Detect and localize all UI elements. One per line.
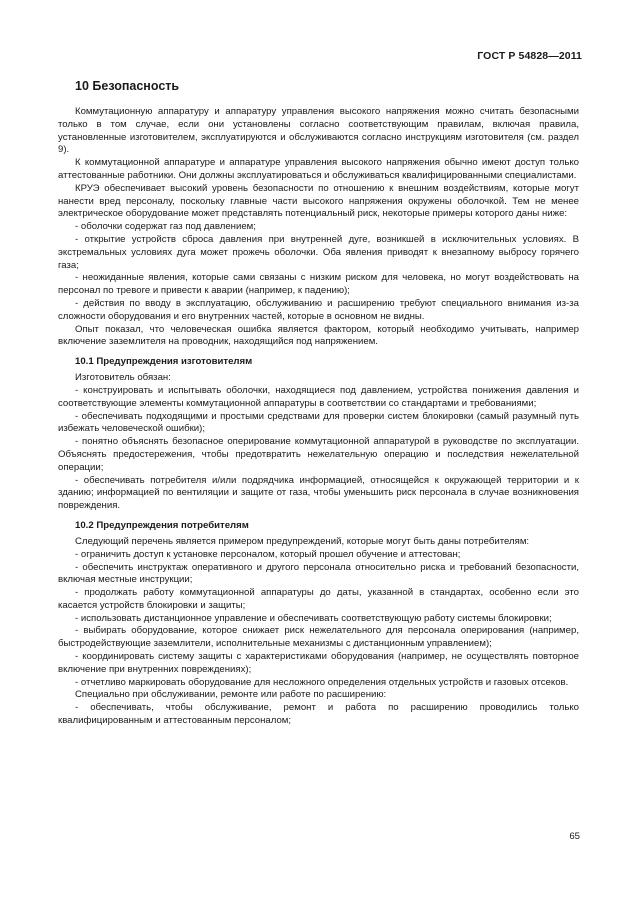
list-item: - продолжать работу коммутационной аппаратуры до даты, указанной в стандартах, особенно если это касается устройств блокировки и защиты;	[58, 587, 579, 611]
list-item: - открытие устройств сброса давления при внутренней дуге, возникшей в исключительных условиях. В экстремальных условиях дуга может прожечь оболочки. Оба явления приводят к внезапному выбросу горячего газа;	[58, 233, 579, 271]
paragraph: КРУЭ обеспечивает высокий уровень безопасности по отношению к внешним воздействиям, которые могут нанести вред персоналу, поскольку главные части высокого напряжения окружены оболочкой. Тем не менее электрическое оборудование может представлять потенциальный риск, некоторые примеры которого даны ниже:	[58, 182, 579, 220]
list-item: - выбирать оборудование, которое снижает риск нежелательного для персонала оперирования (например, быстродействующие заземлители, исполнительные механизмы с дистанционным управлением);	[58, 625, 579, 650]
subsection-title: 10.2 Предупреждения потребителям	[75, 519, 249, 531]
list-item: - отчетливо маркировать оборудование для несложного определения отдельных устройств и газовых отсеков.	[75, 676, 569, 688]
paragraph: К коммутационной аппаратуре и аппаратуре управления высокого напряжения обычно имеют доступ только аттестованные работники. Они должны эксплуатироваться и обслуживаться квалифицированными специалистами.	[58, 157, 579, 181]
paragraph: Изготовитель обязан:	[75, 372, 171, 384]
list-item: - конструировать и испытывать оболочки, находящиеся под давлением, устройства понижения давления и соответствующие элементы коммутационной аппаратуры в соответствии со стандартами и требованиями;	[58, 384, 579, 409]
page-number: 65	[569, 831, 580, 842]
list-item: - обеспечивать подходящими и простыми средствами для проверки систем блокировки (самый разумный путь избежать человеческой ошибки);	[58, 410, 579, 435]
list-item: - обеспечивать потребителя и/или подрядчика информацией, относящейся к окружающей территории и к зданию; информацией по вентиляции и защите от газа, чтобы уменьшить риск персонала в случае возникновения повреждения.	[58, 474, 579, 512]
list-item: - действия по вводу в эксплуатацию, обслуживанию и расширению требуют специального внимания из-за сложности оборудования и его внутренних частей, которые в основном не видны.	[58, 297, 579, 322]
subsection-title: 10.1 Предупреждения изготовителям	[75, 356, 253, 368]
document-body	[58, 79, 579, 728]
list-item: - оболочки содержат газ под давлением;	[75, 221, 256, 233]
list-item: - обеспечивать, чтобы обслуживание, ремонт и работа по расширению проводились только квалифицированным и аттестованным персоналом;	[58, 702, 579, 727]
page-header: ГОСТ Р 54828—2011	[477, 50, 582, 62]
list-item: - неожиданные явления, которые сами связаны с низким риском для человека, но могут воздействовать на персонал по тревоге и привести к аварии (например, к падению);	[58, 272, 579, 297]
list-item: - обеспечить инструктаж оперативного и другого персонала относительно риска и требований безопасности, включая местные инструкции;	[58, 561, 579, 586]
list-item: - координировать систему защиты с характеристиками оборудования (например, не осуществлять повторное включение при внутренних повреждениях);	[58, 651, 579, 675]
list-item: - ограничить доступ к установке персоналом, который прошел обучение и аттестован;	[75, 548, 461, 560]
list-item: - понятно объяснять безопасное оперирование коммутационной аппаратурой в руководстве по эксплуатации. Объяснять предостережения, чтобы предотвратить нежелательную операцию и последствия нежелательной операции;	[58, 436, 579, 473]
paragraph: Следующий перечень является примером предупреждений, которые могут быть даны потребителям:	[75, 535, 530, 547]
paragraph: Опыт показал, что человеческая ошибка является фактором, который необходимо учитывать, например включение заземлителя на проводник, находящийся под напряжением.	[58, 323, 579, 348]
paragraph: Специально при обслуживании, ремонте или работе по расширению:	[75, 689, 387, 701]
list-item: - использовать дистанционное управление и обеспечивать соответствующую работу системы блокировки;	[75, 612, 552, 624]
section-title: 10 Безопасность	[75, 79, 180, 93]
paragraph: Коммутационную аппаратуру и аппаратуру управления высокого напряжения можно считать безопасными только в том случае, если они установлены согласно соответствующим правилам, включая правила, установленные изготовителем, эксплуатируются и обслуживаются согласно инструкциям изготовителя (см. раздел 9).	[58, 106, 579, 156]
